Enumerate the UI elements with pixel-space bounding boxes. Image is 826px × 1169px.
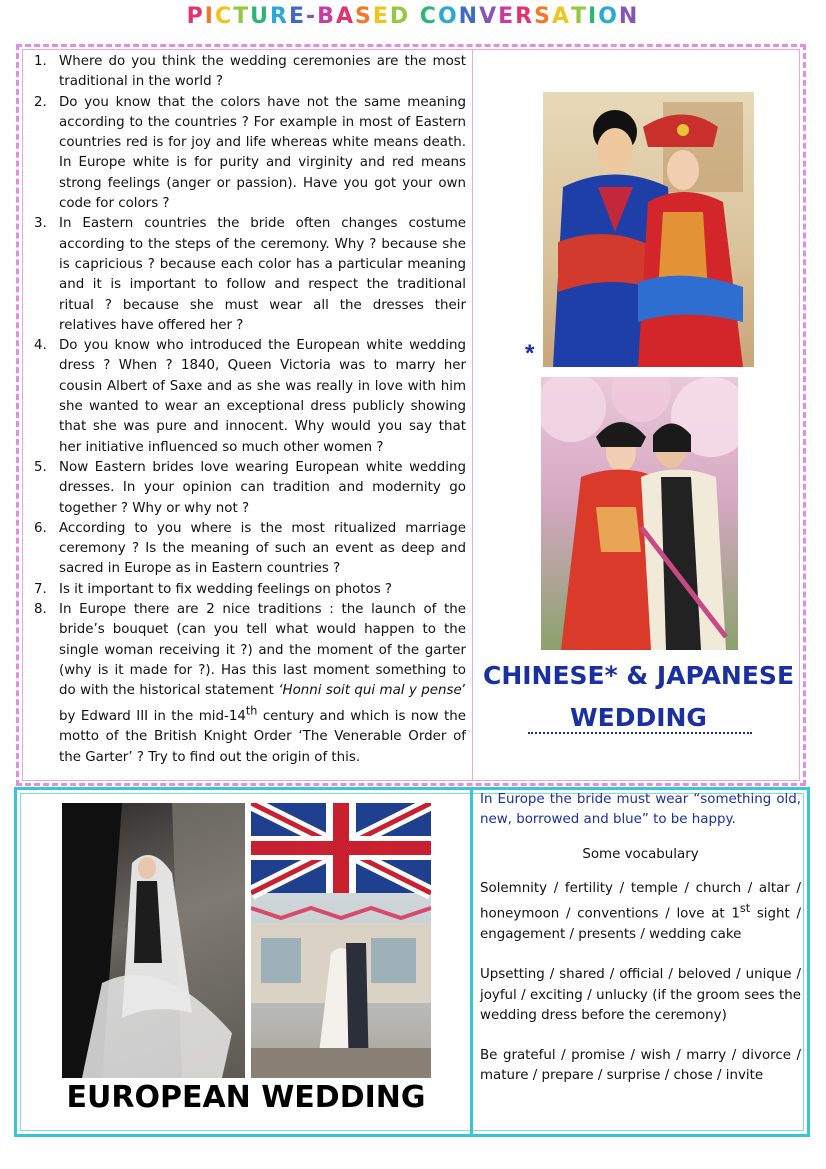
title-letter: R (270, 4, 289, 29)
title-letter: E (372, 4, 390, 29)
title-letter: N (458, 4, 480, 29)
title-letter: C (214, 4, 234, 29)
top-section-divider (472, 49, 473, 781)
title-letter: - (306, 4, 318, 29)
bottom-section-divider (470, 790, 473, 1134)
european-wedding-photo-flag (251, 803, 431, 1078)
tradition-note: In Europe the bride must wear “something old, new, borrowed and blue” to be happy. (480, 792, 801, 828)
question-text: In Eastern countries the bride often changes costume according to the steps of the ceremony. Why ? because she is capricious ? because each color has a particular meaning and it is important to follow and respect the traditional ritual ? because she must wear all the dresses their relatives have offered her ? (59, 216, 466, 333)
vocabulary-verbs: Be grateful / promise / wish / marry / divorce / mature / prepare / surprise / chose / invite (480, 1048, 801, 1084)
european-wedding-photo-stairs (62, 803, 245, 1078)
japanese-wedding-photo (541, 377, 738, 650)
title-letter: E (288, 4, 307, 29)
question-item: 7. Is it important to fix wedding feelings on photos ? (34, 581, 393, 597)
dotted-divider (528, 732, 752, 734)
title-letter: T (570, 4, 588, 29)
question-text: Now Eastern brides love wearing European white wedding dresses. In your opinion can tradition and modernity go together ? Why or why not ? (59, 459, 466, 516)
question-item: 5. Now Eastern brides love wearing European white wedding dresses. In your opinion can tradition and modernity go together ? Why or why not ? (34, 459, 466, 516)
question-text: Where do you think the wedding ceremonies are the most traditional in the world ? (59, 54, 466, 90)
question-item: 6. According to you where is the most ritualized marriage ceremony ? Is the meaning of such an event as deep and sacred in Europe as in Eastern countries ? (34, 520, 466, 577)
title-letter: O (437, 4, 459, 29)
european-wedding-heading: EUROPEAN WEDDING (66, 1080, 426, 1115)
question-item: 3. In Eastern countries the bride often changes costume according to the steps of the ceremony. Why ? because she is capricious ? because each color has a particular meaning and it is important to follow and respect the traditional ritual ? because she must wear all the dresses their relatives have offered her ? (34, 216, 466, 333)
question-text: Do you know that the colors have not the same meaning according to the countries ? For example in most of Eastern countries red is for joy and life whereas white means death. In Europe white is for purity and virginity and red means strong feelings (anger or passion). Have you got your own code for colors ? (59, 94, 466, 212)
title-letter: E (498, 4, 516, 29)
asterisk-mark: * (525, 340, 535, 367)
question-text: In Europe there are 2 nice traditions : the launch of the bride’s bouquet (can you tell what would happen to the single woman receiving it ?) and the moment of the garter (why is it made for ?). Has this last moment something to do with the historical statement ‘Honni soit qui mal y pense’ by Edward III in the mid-14th century and which is now the motto of the British Knight Order ‘The Venerable Order of the Garter’ ? Try to find out the origin of this. (59, 602, 466, 765)
title-letter: C (419, 4, 438, 29)
question-item: 1. Where do you think the wedding ceremonies are the most traditional in the world ? (34, 54, 466, 90)
title-letter: T (233, 4, 251, 29)
title-letter: R (515, 4, 535, 29)
title-letter: A (551, 4, 571, 29)
vocabulary-heading: Some vocabulary (582, 846, 699, 862)
title-letter: O (598, 4, 619, 29)
question-item: 2. Do you know that the colors have not the same meaning according to the countries ? For example in most of Eastern countries red is for joy and life whereas white means death. In Europe white is for purity and virginity and red means strong feelings (anger or passion). Have you got your own code for colors ? (34, 94, 466, 212)
title-letter (410, 4, 420, 29)
chinese-japanese-wedding-heading: CHINESE* & JAPANESE WEDDING (482, 661, 795, 732)
title-letter: N (618, 4, 640, 29)
bottom-right-text (480, 790, 801, 1087)
question-text: According to you where is the most ritualized marriage ceremony ? Is the meaning of such an event as deep and sacred in Europe as in Eastern countries ? (59, 520, 466, 577)
chinese-wedding-photo (543, 92, 754, 367)
vocabulary-nouns: Solemnity / fertility / temple / church / altar / honeymoon / conventions / love at 1st sight / engagement / presents / wedding cake (480, 880, 801, 942)
title-letter: I (204, 4, 215, 29)
question-text: Is it important to fix wedding feelings on photos ? (59, 581, 393, 597)
vocabulary-adjectives: Upsetting / shared / official / beloved / unique / joyful / exciting / unlucky (if the groom sees the wedding dress before the ceremony) (480, 967, 801, 1023)
title-letter: P (186, 4, 205, 29)
title-letter: S (534, 4, 552, 29)
title-letter: U (250, 4, 271, 29)
title-letter: A (335, 4, 355, 29)
question-text: Do you know who introduced the European white wedding dress ? When ? 1840, Queen Victoria was to marry her cousin Albert of Saxe and as she was really in love with him she wanted to wear an exceptional dress publicly showing that she was pure and innocent. Why would you say that her initiative influenced so much other women ? (59, 338, 466, 455)
title-letter: V (479, 4, 499, 29)
question-item: 8. In Europe there are 2 nice traditions : the launch of the bride’s bouquet (can you tell what would happen to the single woman receiving it ?) and the moment of the garter (why is it made for ?). Has this last moment something to do with the historical statement ‘Honni soit qui mal y pense’ by Edward III in the mid-14th century and which is now the motto of the British Knight Order ‘The Venerable Order of the Garter’ ? Try to find out the origin of this. (34, 602, 466, 765)
title-letter: B (317, 4, 336, 29)
title-letter: I (588, 4, 599, 29)
question-item: 4. Do you know who introduced the European white wedding dress ? When ? 1840, Queen Victoria was to marry her cousin Albert of Saxe and as she was really in love with him she wanted to wear an exceptional dress publicly showing that she was pure and innocent. Why would you say that her initiative influenced so much other women ? (34, 338, 466, 455)
question-list (28, 52, 466, 768)
title-letter: D (389, 4, 411, 29)
title-letter: S (354, 4, 373, 29)
page-title (0, 4, 826, 29)
